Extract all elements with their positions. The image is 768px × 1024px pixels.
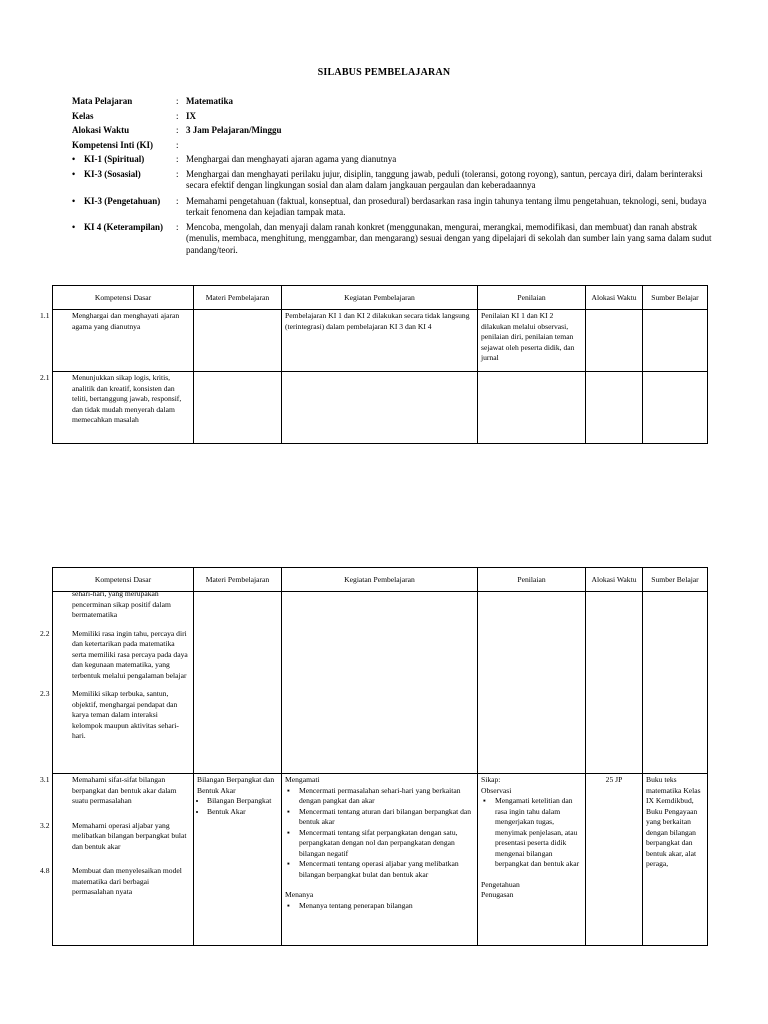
alokasi-cell	[586, 310, 643, 372]
ki-row-3: • KI-3 (Pengetahuan) : Memahami pengetahuan (faktual, konseptual, dan prosedural) berdasarkan rasa ingin tahunya tentang ilmu pengetahuan, teknologi, seni, budaya terkait fenomena dan kejadian tampak mata.	[72, 196, 712, 219]
header-alokasi: Alokasi Waktu	[586, 286, 643, 310]
ki-value: Mencoba, mengolah, dan menyaji dalam ranah konkret (menggunakan, mengurai, merangkai, memodifikasi, dan membuat) dan ranah abstrak (menulis, membaca, menghitung, menggambar, dan mengarang) sesuai dengan yang dipelajari di sekolah dan sumber lain yang sama dalam sudut pandang/teori.	[186, 221, 712, 255]
header-materi: Materi Pembelajaran	[194, 286, 282, 310]
penilaian-cell: Sikap: Observasi ▪ Mengamati ketelitian dan rasa ingin tahu dalam mengerjakan tugas, menyimak penjelasan, atau presentasi peserta didik mengenai bilangan berpangkat dan bentuk akar Pengetahuan Penugasan	[478, 774, 586, 946]
header-sumber: Sumber Belajar	[643, 568, 708, 592]
header-kd: Kompetensi Dasar	[53, 286, 194, 310]
meta-row-subject: Mata Pelajaran : Matematika	[72, 96, 712, 108]
kd-cell: 1.1 Menghargai dan menghayati ajaran agama yang dianutnya	[53, 310, 194, 372]
table-header-row	[53, 286, 708, 310]
header-alokasi: Alokasi Waktu	[586, 568, 643, 592]
bullet-icon: •	[72, 168, 76, 179]
meta-label: Alokasi Waktu	[72, 125, 130, 135]
kegiatan-list-2	[285, 901, 474, 912]
syllabus-table-2	[40, 567, 708, 946]
ki-row-4: • KI 4 (Keterampilan) : Mencoba, mengolah, dan menyaji dalam ranah konkret (menggunakan, mengurai, merangkai, memodifikasi, dan membuat) dan ranah abstrak (menulis, membaca, menghitung, menggambar, dan mengarang) sesuai dengan yang dipelajari di sekolah dan sumber lain yang sama dalam sudut pandang/teori.	[72, 221, 712, 255]
meta-row-class: Kelas : IX	[72, 111, 712, 123]
syllabus-table-1	[40, 285, 708, 444]
penilaian-cell: Penilaian KI 1 dan KI 2 dilakukan melalui observasi, penilaian diri, penilaian teman sejawat oleh peserta didik, dan jurnal	[478, 310, 586, 372]
table-row	[53, 310, 708, 372]
materi-list	[197, 796, 278, 817]
table-row	[53, 372, 708, 444]
header-kd: Kompetensi Dasar	[53, 568, 194, 592]
table-header-row	[53, 568, 708, 592]
list-item: ▪ Mencermati tentang aturan dari bilangan berpangkat dan bentuk akar	[297, 807, 474, 828]
header-penilaian: Penilaian	[478, 568, 586, 592]
header-sumber: Sumber Belajar	[643, 286, 708, 310]
meta-label: Mata Pelajaran	[72, 96, 133, 106]
kegiatan-list	[285, 786, 474, 881]
materi-cell	[194, 310, 282, 372]
meta-label: Kelas	[72, 110, 94, 121]
sumber-cell	[643, 310, 708, 372]
meta-value: Matematika	[186, 96, 233, 106]
sumber-cell: Buku teks matematika Kelas IX Kemdikbud, Buku Pengayaan yang berkaitan dengan bilangan berpangkat dan bentuk akar, alat peraga,	[643, 774, 708, 946]
penilaian-list	[481, 796, 582, 870]
ki-label: KI-3 (Pengetahuan)	[84, 195, 161, 206]
ki-label: KI-1 (Spiritual)	[84, 154, 145, 164]
kd-cell: 2.1 Menunjukkan sikap logis, kritis, analitik dan kreatif, konsisten dan teliti, bertanggung jawab, responsif, dan tidak mudah menyerah dalam memecahkan masalah	[53, 372, 194, 444]
alokasi-cell: 25 JP	[586, 774, 643, 946]
meta-label: Kompetensi Inti (KI)	[72, 139, 153, 150]
ki-value: Menghargai dan menghayati perilaku jujur, disiplin, tanggung jawab, peduli (toleransi, gotong royong), santun, percaya diri, dalam berinteraksi secara efektif dengan lingkungan sosial dan alam dalam jangkauan pergaulan dan keberadaannya	[186, 168, 703, 190]
kd-cell: sehari-hari, yang merupakan pencerminan sikap positif dalam bermatematika 2.2 Memiliki rasa ingin tahu, percaya diri dan ketertarikan pada matematika serta memiliki rasa percaya pada daya dan kegunaan matematika, yang terbentuk melalui pengalaman belajar 2.3 Memiliki sikap terbuka, santun, objektif, menghargai pendapat dan karya teman dalam interaksi kelompok maupun aktivitas sehari-hari.	[53, 592, 194, 774]
list-item: ▪ Mencermati tentang sifat perpangkatan dengan satu, perpangkatan dengan nol dan perpangkatan dengan bilangan negatif	[297, 828, 474, 860]
meta-value	[186, 140, 712, 152]
document-title: SILABUS PEMBELAJARAN	[317, 67, 451, 78]
header-kegiatan: Kegiatan Pembelajaran	[282, 568, 478, 592]
ki-label: KI-3 (Sosasial)	[84, 168, 141, 179]
meta-value: 3 Jam Pelajaran/Minggu	[186, 125, 282, 135]
ki-row-2: • KI-3 (Sosasial) : Menghargai dan menghayati perilaku jujur, disiplin, tanggung jawab, peduli (toleransi, gotong royong), santun, percaya diri, dalam berinteraksi secara efektif dengan lingkungan sosial dan alam dalam jangkauan pergaulan dan keberadaannya	[72, 169, 712, 192]
list-item: • Bilangan Berpangkat	[207, 796, 278, 807]
header-materi: Materi Pembelajaran	[194, 568, 282, 592]
ki-row-1: • KI-1 (Spiritual) : Menghargai dan menghayati ajaran agama yang dianutnya	[72, 154, 712, 166]
list-item: ▪ Menanya tentang penerapan bilangan	[297, 901, 474, 912]
meta-value: IX	[186, 110, 197, 121]
bullet-icon: •	[72, 154, 76, 164]
ki-value: Menghargai dan menghayati ajaran agama yang dianutnya	[186, 154, 397, 164]
bullet-icon: •	[72, 195, 76, 206]
ki-label: KI 4 (Keterampilan)	[84, 221, 163, 232]
meta-block	[72, 96, 712, 259]
meta-row-time: Alokasi Waktu : 3 Jam Pelajaran/Minggu	[72, 125, 712, 137]
ki-value: Memahami pengetahuan (faktual, konseptual, dan prosedural) berdasarkan rasa ingin tahunya tentang ilmu pengetahuan, teknologi, seni, budaya terkait fenomena dan kejadian tampak mata.	[186, 195, 707, 217]
list-item: ▪ Mencermati permasalahan sehari-hari yang berkaitan dengan pangkat dan akar	[297, 786, 474, 807]
bullet-icon: •	[72, 221, 76, 232]
table-row	[53, 774, 708, 946]
kd-cell: 3.1 Memahami sifat-sifat bilangan berpangkat dan bentuk akar dalam suatu permasalahan 3.2 Memahami operasi aljabar yang melibatkan bilangan berpangkat bulat dan bentuk akar 4.8 Membuat dan menyelesaikan model matematika dari berbagai permasalahan nyata	[53, 774, 194, 946]
header-penilaian: Penilaian	[478, 286, 586, 310]
header-kegiatan: Kegiatan Pembelajaran	[282, 286, 478, 310]
table-row	[53, 592, 708, 774]
list-item: ▪ Mencermati tentang operasi aljabar yang melibatkan bilangan berpangkat bulat dan bentuk akar	[297, 859, 474, 880]
materi-cell: Bilangan Berpangkat dan Bentuk Akar • Bilangan Berpangkat • Bentuk Akar	[194, 774, 282, 946]
list-item: • Bentuk Akar	[207, 807, 278, 818]
kegiatan-cell: Mengamati ▪ Mencermati permasalahan sehari-hari yang berkaitan dengan pangkat dan akar ▪ Mencermati tentang aturan dari bilangan berpangkat dan bentuk akar ▪ Mencermati tentang sifat perpangkatan dengan satu, perpangkatan dengan nol dan perpangkatan dengan bilangan negatif ▪ Mencermati tentang operasi aljabar yang melibatkan bilangan berpangkat bulat dan bentuk akar Menanya ▪ Menanya tentang penerapan bilangan	[282, 774, 478, 946]
meta-row-ki: Kompetensi Inti (KI) :	[72, 140, 712, 152]
list-item: ▪ Mengamati ketelitian dan rasa ingin tahu dalam mengerjakan tugas, menyimak penjelasan, atau presentasi peserta didik mengenai bilangan berpangkat dan bentuk akar	[493, 796, 582, 870]
kegiatan-cell: Pembelajaran KI 1 dan KI 2 dilakukan secara tidak langsung (terintegrasi) dalam pembelajaran KI 3 dan KI 4	[282, 310, 478, 372]
